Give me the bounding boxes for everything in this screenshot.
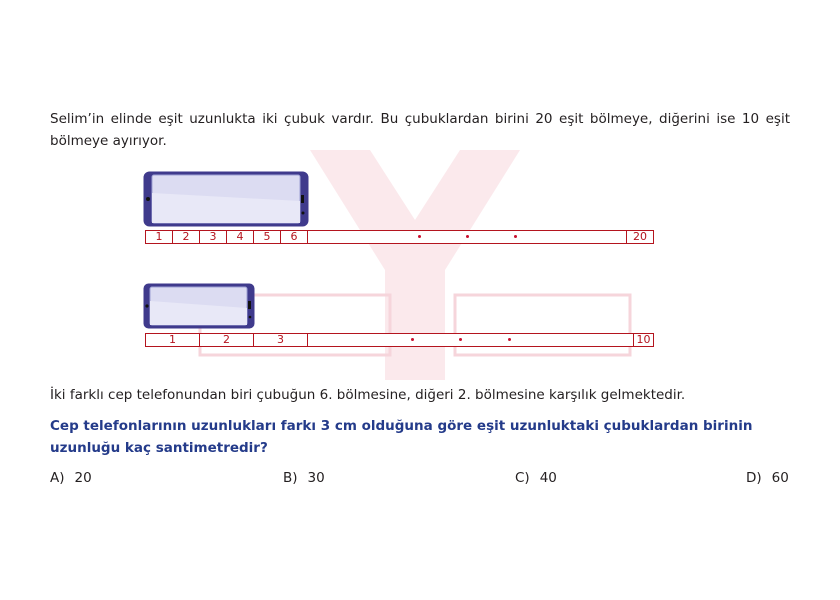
bar20-cell: 3 xyxy=(200,231,227,243)
bar10-cell: 1 xyxy=(146,334,200,346)
short-phone-icon xyxy=(143,283,255,329)
bar20-last-cell: 20 xyxy=(626,231,653,243)
ellipsis-dot xyxy=(508,338,511,341)
ellipsis-dot xyxy=(466,235,469,238)
choice-c[interactable] xyxy=(515,470,557,486)
ellipsis-dot xyxy=(411,338,414,341)
ellipsis-dot xyxy=(418,235,421,238)
bar10-last-cell: 10 xyxy=(633,334,653,346)
choice-label: D) xyxy=(746,470,762,486)
choice-value: 30 xyxy=(307,470,325,486)
ellipsis-dot xyxy=(459,338,462,341)
ellipsis-dot xyxy=(514,235,517,238)
choice-value: 40 xyxy=(539,470,557,486)
choice-d[interactable] xyxy=(746,470,789,486)
bar20-cell: 4 xyxy=(227,231,254,243)
choice-a[interactable] xyxy=(50,470,92,486)
long-phone-icon xyxy=(143,171,309,227)
choice-value: 60 xyxy=(771,470,789,486)
choice-label: A) xyxy=(50,470,65,486)
question-intro: Selim’in elinde eşit uzunlukta iki çubuk vardır. Bu çubuklardan birini 20 eşit bölmeye, diğerini ise 10 eşit bölmeye ayırıyor. xyxy=(50,111,790,149)
twenty-part-bar xyxy=(145,230,654,244)
choice-b[interactable] xyxy=(283,470,325,486)
choice-value: 20 xyxy=(74,470,92,486)
choice-label: C) xyxy=(515,470,530,486)
ten-part-bar xyxy=(145,333,654,347)
bar10-cell: 3 xyxy=(254,334,308,346)
bar20-cell: 2 xyxy=(173,231,200,243)
bar20-cell: 5 xyxy=(254,231,281,243)
question-prompt: Cep telefonlarının uzunlukları farkı 3 cm olduğuna göre eşit uzunluktaki çubuklardan birinin uzunluğu kaç santimetredir? xyxy=(50,418,753,456)
choice-label: B) xyxy=(283,470,298,486)
question-info: İki farklı cep telefonundan biri çubuğun 6. bölmesine, diğeri 2. bölmesine karşılık gelmektedir. xyxy=(50,387,686,403)
bar20-cell: 1 xyxy=(146,231,173,243)
bar20-cell: 6 xyxy=(281,231,308,243)
bar10-cell: 2 xyxy=(200,334,254,346)
